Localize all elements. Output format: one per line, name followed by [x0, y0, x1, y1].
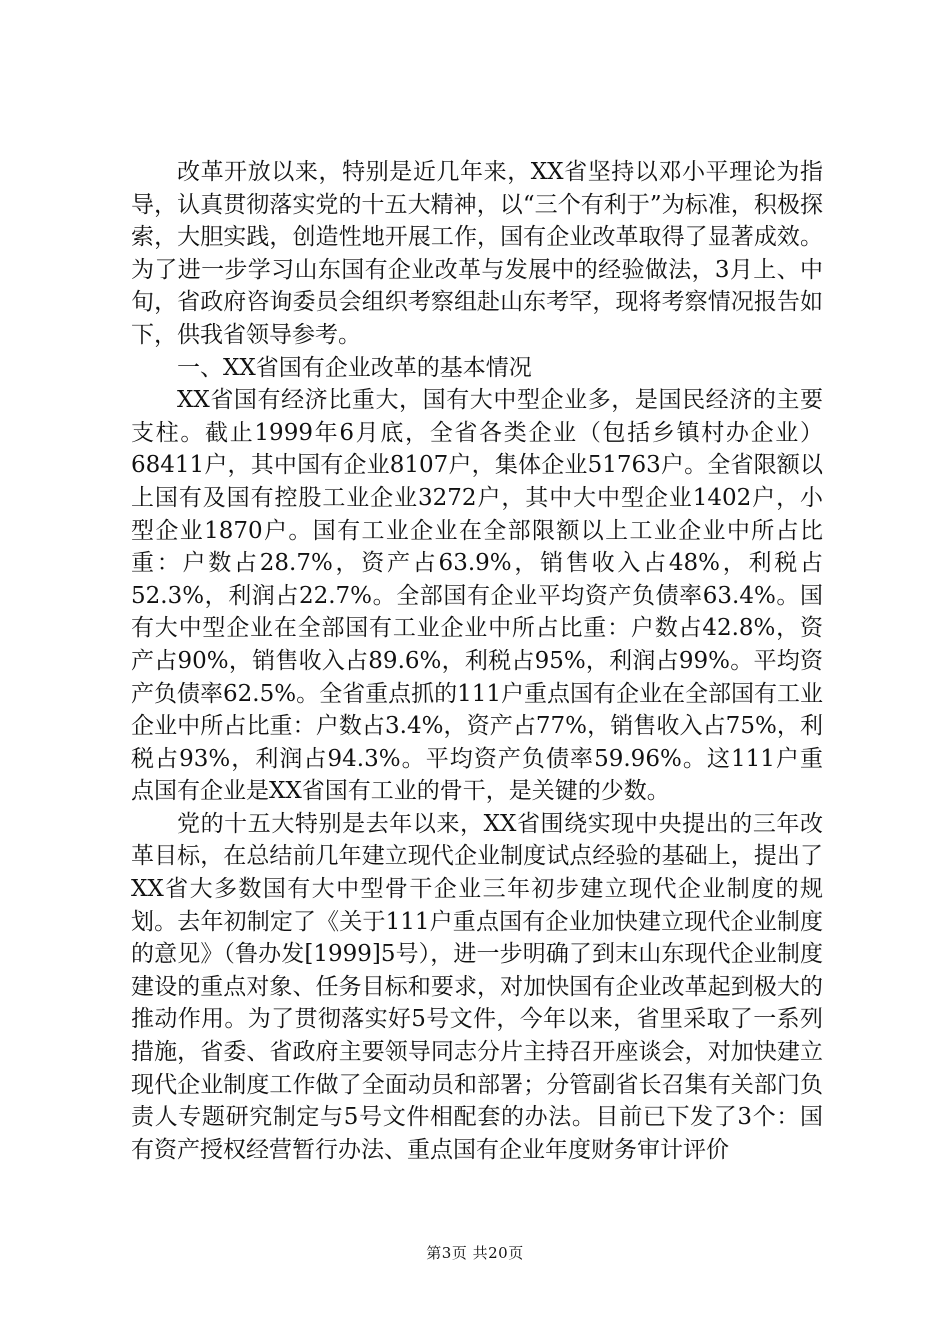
reform-paragraph: 党的十五大特别是去年以来，XX省围绕实现中央提出的三年改革目标，在总结前几年建立现代企业制度试点经验的基础上，提出了XX省大多数国有大中型骨干企业三年初步建立现代企业制度的规划。去年初制定了《关于111户重点国有企业加快建立现代企业制度的意见》（鲁办发[1999]5号），进一步明确了到末山东现代企业制度建设的重点对象、任务目标和要求，对加快国有企业改革起到极大的推动作用。为了贯彻落实好5号文件，今年以来，省里采取了一系列措施，省委、省政府主要领导同志分片主持召开座谈会，对加快建立现代企业制度工作做了全面动员和部署；分管副省长召集有关部门负责人专题研究制定与5号文件相配套的办法。目前已下发了3个：国有资产授权经营暂行办法、重点国有企业年度财务审计评价: [131, 810, 823, 1163]
body-text: [131, 156, 823, 1166]
intro-paragraph: 改革开放以来，特别是近几年来，XX省坚持以邓小平理论为指导，认真贯彻落实党的十五大精神，以“三个有利于”为标准，积极探索，大胆实践，创造性地开展工作，国有企业改革取得了显著成效。为了进一步学习山东国有企业改革与发展中的经验做法，3月上、中旬，省政府咨询委员会组织考察组赴山东考罕，现将考察情况报告如下，供我省领导参考。: [131, 159, 823, 348]
page-number-footer: 第3页 共20页: [426, 1244, 524, 1262]
section-heading: 一、XX省国有企业改革的基本情况: [177, 354, 532, 381]
statistics-paragraph: XX省国有经济比重大，国有大中型企业多，是国民经济的主要支柱。截止1999年6月底，全省各类企业（包括乡镇村办企业）68411户，其中国有企业8107户，集体企业51763户。全省限额以上国有及国有控股工业企业3272户，其中大中型企业1402户，小型企业1870户。国有工业企业在全部限额以上工业企业中所占比重：户数占28.7%，资产占63.9%，销售收入占48%，利税占52.3%，利润占22.7%。全部国有企业平均资产负债率63.4%。国有大中型企业在全部国有工业企业中所占比重：户数占42.8%，资产占90%，销售收入占89.6%，利税占95%，利润占99%。平均资产负债率62.5%。全省重点抓的111户重点国有企业在全部国有工业企业中所占比重：户数占3.4%，资产占77%，销售收入占75%，利税占93%，利润占94.3%。平均资产负债率59.96%。这111户重点国有企业是XX省国有工业的骨干，是关键的少数。: [131, 387, 823, 805]
